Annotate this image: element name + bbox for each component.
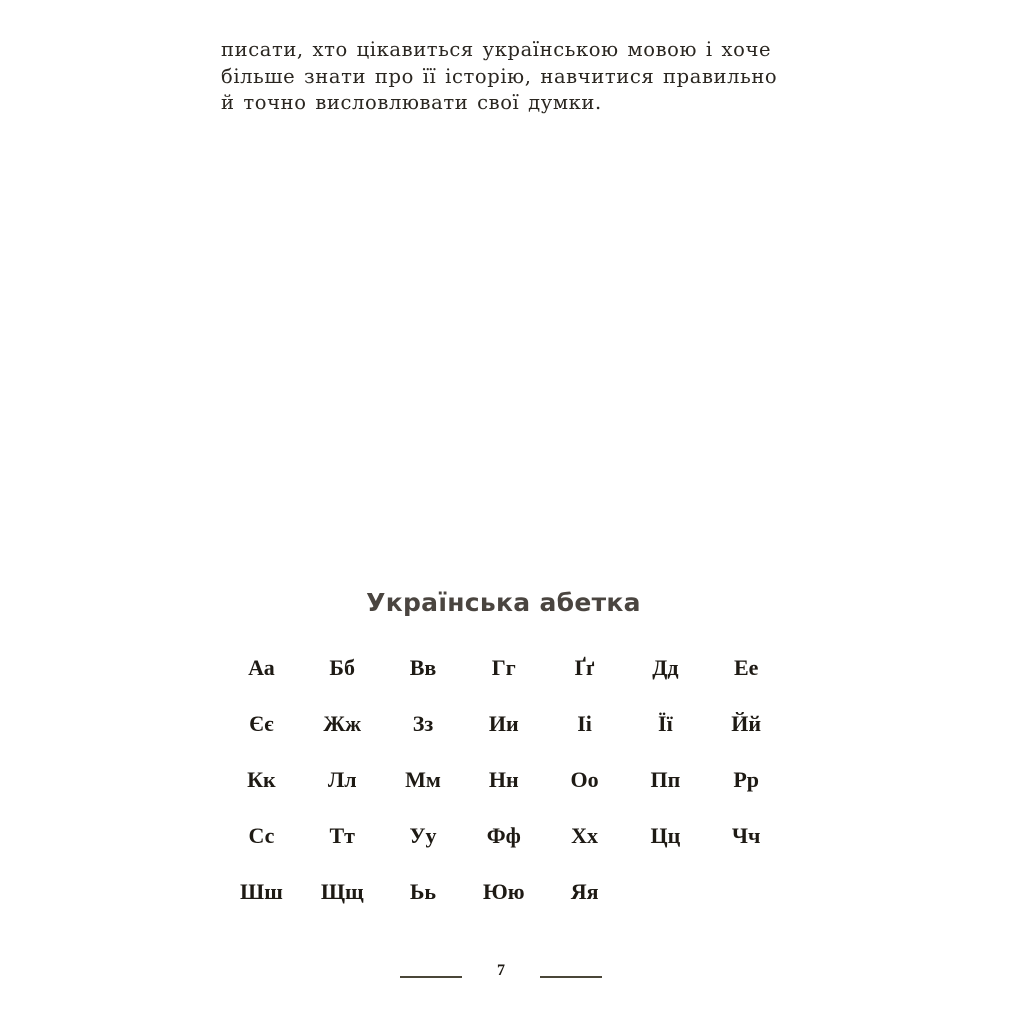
letter-pair: Дд	[652, 655, 679, 680]
letter-pair: Шш	[240, 879, 283, 904]
letter-pair: Ии	[488, 711, 519, 736]
body-paragraph	[221, 37, 791, 117]
alphabet-row	[221, 764, 787, 820]
letter-pair: Оо	[570, 767, 599, 792]
letter-pair: Іі	[577, 711, 592, 736]
footer-rule-right	[540, 976, 602, 978]
letter-pair: Ьь	[409, 879, 437, 904]
alphabet-row	[221, 876, 787, 932]
alphabet-grid	[221, 652, 787, 932]
letter-pair: Фф	[486, 823, 521, 848]
page-footer	[400, 962, 602, 980]
letter-pair: Ґґ	[574, 655, 595, 680]
alphabet-row	[221, 652, 787, 708]
paragraph-line: більше знати про її історію, навчитися правильно	[221, 64, 778, 88]
letter-pair: Тт	[329, 823, 355, 848]
letter-pair: Аа	[248, 655, 275, 680]
letter-pair: Гг	[491, 655, 516, 680]
alphabet-row	[221, 708, 787, 764]
paragraph-line: й точно висловлювати свої думки.	[221, 91, 602, 114]
letter-pair: Цц	[650, 823, 681, 848]
letter-pair: Ее	[733, 655, 759, 680]
page-number: 7	[497, 962, 505, 979]
letter-pair: Лл	[327, 767, 357, 792]
letter-pair: Єє	[249, 711, 274, 736]
alphabet-row	[221, 820, 787, 876]
alphabet-title: Українська абетка	[366, 588, 641, 617]
paragraph-line: писати, хто цікавиться українською мовою і хоче	[221, 38, 772, 61]
letter-pair: Йй	[731, 711, 762, 736]
letter-pair: Чч	[731, 823, 761, 848]
letter-pair: Щщ	[320, 879, 364, 904]
letter-pair: Бб	[329, 655, 355, 680]
letter-pair: Яя	[570, 879, 599, 904]
footer-rule-left	[400, 976, 462, 978]
letter-pair: Її	[658, 711, 673, 736]
letter-pair: Сс	[248, 823, 275, 848]
letter-pair: Жж	[323, 711, 362, 736]
letter-pair: Мм	[405, 767, 441, 792]
letter-pair: Хх	[571, 823, 599, 848]
letter-pair: Рр	[733, 767, 760, 792]
letter-pair: Пп	[650, 767, 681, 792]
letter-pair: Кк	[247, 767, 276, 792]
letter-pair: Зз	[412, 711, 434, 736]
letter-pair: Юю	[482, 879, 525, 904]
letter-pair: Уу	[409, 823, 437, 848]
letter-pair: Нн	[488, 767, 519, 792]
letter-pair: Вв	[409, 655, 437, 680]
